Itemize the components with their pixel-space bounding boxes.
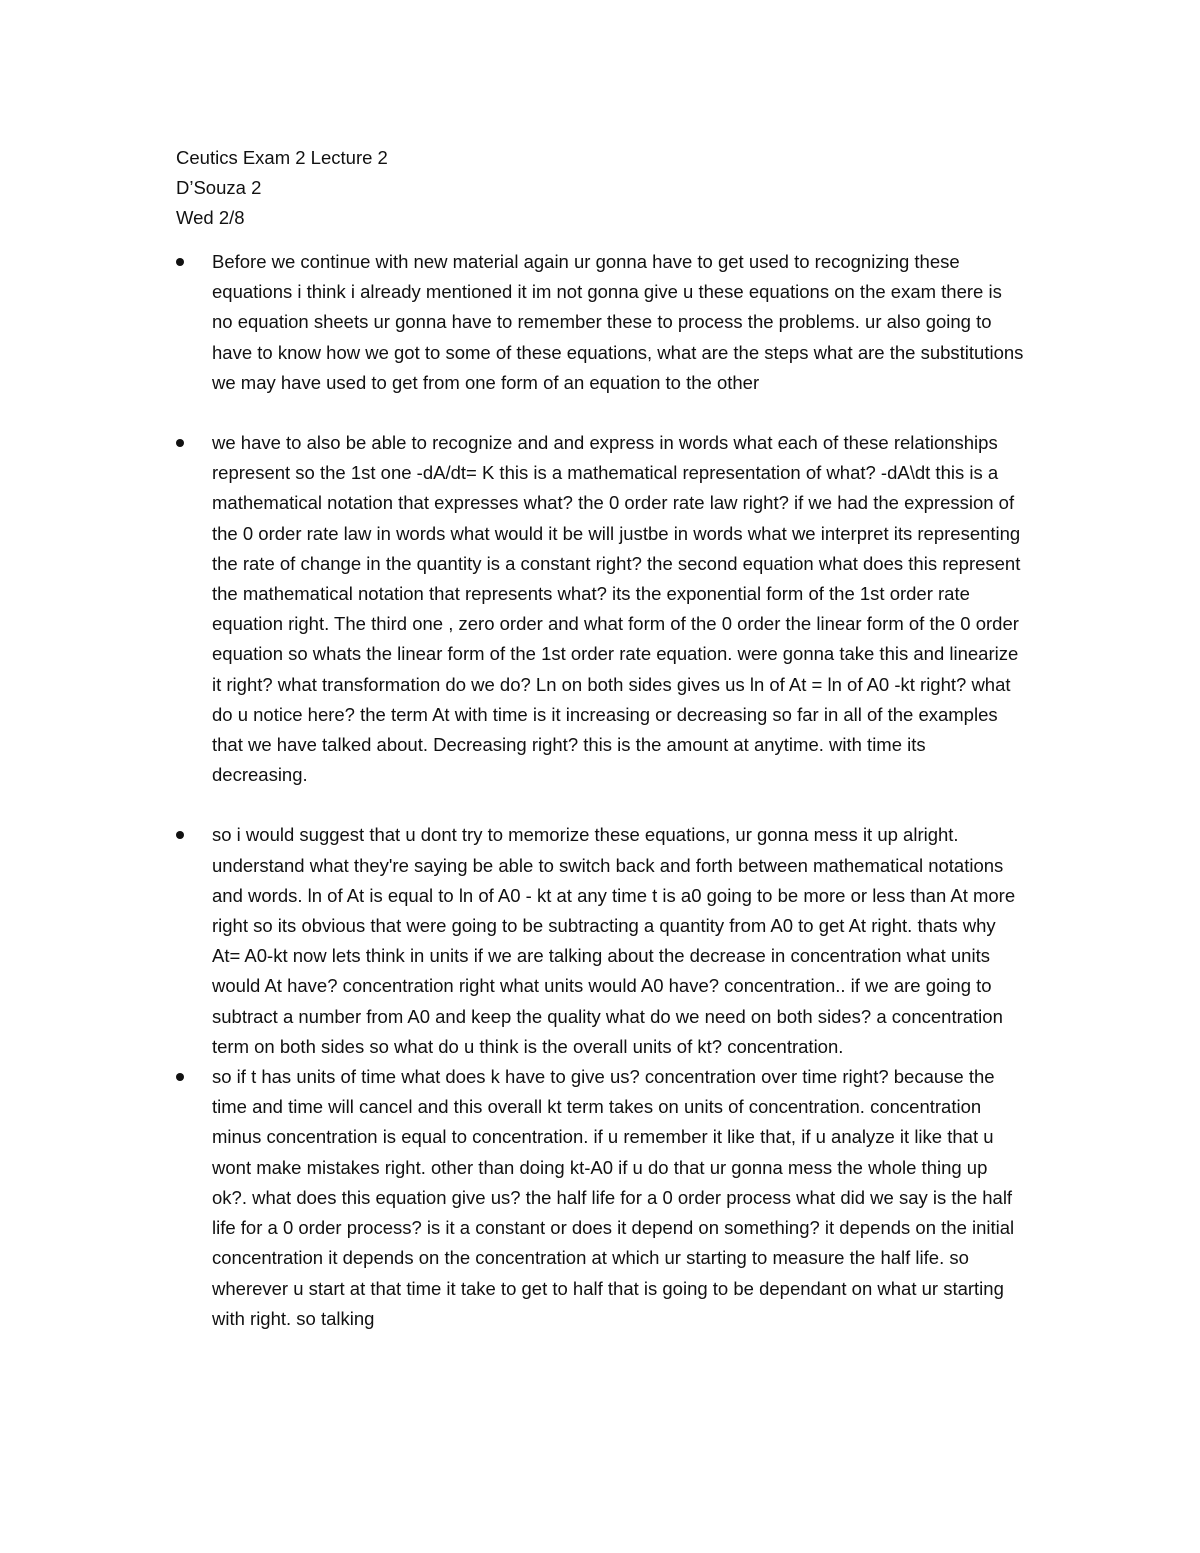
document-title: Ceutics Exam 2 Lecture 2 — [176, 147, 388, 168]
list-item — [0, 820, 1200, 1062]
list-item — [0, 247, 1200, 398]
list-item — [0, 1062, 1200, 1334]
document-author: D’Souza 2 — [176, 177, 262, 198]
bullet-icon — [176, 1073, 184, 1081]
bullet-icon — [176, 831, 184, 839]
bullet-list — [0, 247, 1200, 1334]
bullet-icon — [176, 439, 184, 447]
paragraph-gap — [0, 398, 1200, 428]
bullet-text: Before we continue with new material again ur gonna have to get used to recognizing these equations i think i already mentioned it im not gonna give u these equations on the exam there is no equation sheets ur gonna have to remember these to process the problems. ur also going to have to know how we got to some of these equations, what are the steps what are the substitutions we may have used to get from one form of an equation to the other — [212, 251, 1024, 393]
list-item — [0, 428, 1200, 790]
bullet-text: so i would suggest that u dont try to memorize these equations, ur gonna mess it up alright. understand what they're saying be able to switch back and forth between mathematical notations and words. ln of At is equal to ln of A0 - kt at any time t is a0 going to be more or less than At more right so its obvious that were going to be subtracting a quantity from A0 to get At right. thats why At= A0-kt now lets think in units if we are talking about the decrease in concentration what units would At have? concentration right what units would A0 have? concentration.. if we are going to subtract a number from A0 and keep the quality what do we need on both sides? a concentration term on both sides so what do u think is the overall units of kt? concentration. — [212, 824, 1016, 1057]
bullet-text: we have to also be able to recognize and and express in words what each of these relationships represent so the 1st one -dA/dt= K this is a mathematical representation of what? -dA\dt this is a mathematical notation that expresses what? the 0 order rate law right? if we had the expression of the 0 order rate law in words what would it be will justbe in words what we interpret its representing the rate of change in the quantity is a constant right? the second equation what does this represent the mathematical notation that represents what? its the exponential form of the 1st order rate equation right. The third one , zero order and what form of the 0 order the linear form of the 0 order equation so whats the linear form of the 1st order rate equation. were gonna take this and linearize it right? what transformation do we do? Ln on both sides gives us ln of At = ln of A0 -kt right? what do u notice here? the term At with time is it increasing or decreasing so far in all of the examples that we have talked about. Decreasing right? this is the amount at anytime. with time its decreasing. — [212, 432, 1021, 786]
bullet-icon — [176, 258, 184, 266]
document-header — [176, 143, 388, 233]
document-date: Wed 2/8 — [176, 207, 245, 228]
bullet-text: so if t has units of time what does k have to give us? concentration over time right? because the time and time will cancel and this overall kt term takes on units of concentration. concentration minus concentration is equal to concentration. if u remember it like that, if u analyze it like that u wont make mistakes right. other than doing kt-A0 if u do that ur gonna mess the whole thing up ok?. what does this equation give us? the half life for a 0 order process what did we say is the half life for a 0 order process? is it a constant or does it depend on something? it depends on the initial concentration it depends on the concentration at which ur starting to measure the half life. so wherever u start at that time it take to get to half that is going to be dependant on what ur starting with right. so talking — [212, 1066, 1015, 1329]
paragraph-gap — [0, 790, 1200, 820]
